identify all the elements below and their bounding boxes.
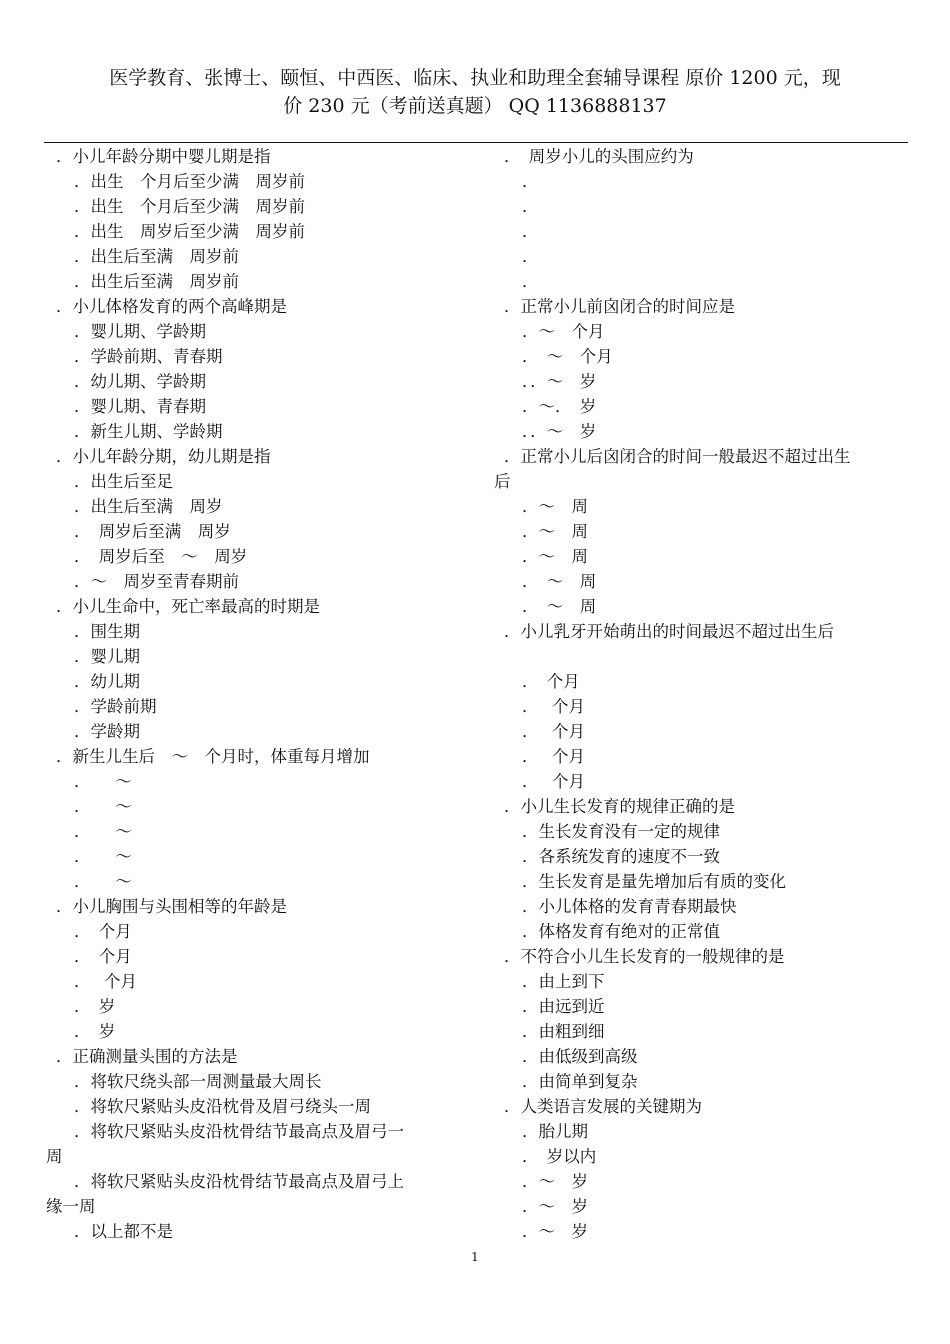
answer-option: ．学龄前期、青春期	[74, 347, 223, 366]
question-stem: ．人类语言发展的关键期为	[504, 1097, 702, 1116]
answer-option: ．	[522, 222, 539, 241]
answer-option: ．～ 个月	[522, 322, 605, 341]
left-column	[46, 144, 466, 1244]
answer-option: ．～ 岁	[522, 1172, 588, 1191]
header-divider	[44, 142, 908, 143]
answer-option: ． 个月	[522, 722, 585, 741]
document-header	[40, 64, 910, 120]
answer-option: ．学龄前期	[74, 697, 157, 716]
answer-option: ．～． 岁	[522, 397, 597, 416]
answer-option: ．	[522, 247, 539, 266]
answer-option: ． ～ 周	[522, 572, 597, 591]
answer-option: ．	[522, 197, 539, 216]
question-stem: ．小儿体格发育的两个高峰期是	[56, 297, 287, 316]
answer-option: ．～ 周岁至青春期前	[74, 572, 239, 591]
question-stem: ． 周岁小儿的头围应约为	[504, 147, 694, 166]
answer-option: ．学龄期	[74, 722, 140, 741]
answer-option: ． 个月	[74, 972, 137, 991]
answer-option: ．婴儿期	[74, 647, 140, 666]
answer-option: ．出生后至满 周岁前	[74, 272, 239, 291]
answer-option: ．将软尺紧贴头皮沿枕骨结节最高点及眉弓一	[74, 1122, 404, 1141]
answer-option: ． 岁	[74, 1022, 116, 1041]
question-stem: ．新生儿生后 ～ 个月时，体重每月增加	[56, 747, 370, 766]
answer-option: ．	[522, 272, 539, 291]
answer-option: ． 个月	[522, 747, 585, 766]
answer-option: ．将软尺紧贴头皮沿枕骨结节最高点及眉弓上	[74, 1172, 404, 1191]
answer-option: ． ～	[74, 797, 132, 816]
answer-option: ． 岁以内	[522, 1147, 597, 1166]
answer-option: ．婴儿期、青春期	[74, 397, 206, 416]
answer-option: ． 个月	[522, 772, 585, 791]
answer-option: ．各系统发育的速度不一致	[522, 847, 720, 866]
answer-option: ．由上到下	[522, 972, 605, 991]
question-stem: ．正常小儿前囟闭合的时间应是	[504, 297, 735, 316]
question-stem: ．正常小儿后囟闭合的时间一般最迟不超过出生	[504, 447, 851, 466]
page-number: 1	[471, 1250, 479, 1264]
answer-option: ． ～	[74, 872, 132, 891]
answer-option: ．由低级到高级	[522, 1047, 638, 1066]
answer-option: ． ～	[74, 822, 132, 841]
answer-option: ．由粗到细	[522, 1022, 605, 1041]
answer-option: ．婴儿期、学龄期	[74, 322, 206, 341]
answer-option: ． 个月	[74, 947, 132, 966]
question-stem: ．小儿年龄分期，幼儿期是指	[56, 447, 271, 466]
question-stem: ．小儿年龄分期中婴儿期是指	[56, 147, 271, 166]
answer-option: ． 个月	[74, 922, 132, 941]
question-stem: ．小儿乳牙开始萌出的时间最迟不超过出生后	[504, 622, 834, 641]
answer-option: ．胎儿期	[522, 1122, 588, 1141]
answer-option: ． ～ 周	[522, 597, 597, 616]
answer-option: ．出生后至满 周岁前	[74, 247, 239, 266]
text-continuation: 缘一周	[46, 1197, 96, 1216]
answer-option: ． ～	[74, 847, 132, 866]
answer-option: ． 个月	[522, 672, 580, 691]
answer-option: ．出生 周岁后至少满 周岁前	[74, 222, 305, 241]
right-column	[494, 144, 914, 1244]
answer-option: ．～ 岁	[522, 1222, 588, 1241]
question-stem: ．小儿生长发育的规律正确的是	[504, 797, 735, 816]
answer-option: ． ～ 个月	[522, 347, 613, 366]
answer-option: ． 周岁后至 ～ 周岁	[74, 547, 248, 566]
answer-option: ．生长发育没有一定的规律	[522, 822, 720, 841]
answer-option: ．	[522, 172, 539, 191]
answer-option: ．围生期	[74, 622, 140, 641]
answer-option: ．～ 周	[522, 547, 588, 566]
answer-option: ．．～ 岁	[522, 372, 597, 391]
answer-option: ． 个月	[522, 697, 585, 716]
text-continuation: 后	[494, 472, 511, 491]
question-stem: ．小儿生命中，死亡率最高的时期是	[56, 597, 320, 616]
answer-option: ．体格发育有绝对的正常值	[522, 922, 720, 941]
answer-option: ．．～ 岁	[522, 422, 597, 441]
text-continuation: 周	[46, 1147, 63, 1166]
answer-option: ．出生 个月后至少满 周岁前	[74, 172, 305, 191]
answer-option: ．幼儿期	[74, 672, 140, 691]
answer-option: ．～ 岁	[522, 1197, 588, 1216]
answer-option: ．出生 个月后至少满 周岁前	[74, 197, 305, 216]
answer-option: ．～ 周	[522, 522, 588, 541]
answer-option: ．以上都不是	[74, 1222, 173, 1241]
answer-option: ．小儿体格的发育青春期最快	[522, 897, 737, 916]
answer-option: ．由远到近	[522, 997, 605, 1016]
answer-option: ．将软尺绕头部一周测量最大周长	[74, 1072, 322, 1091]
answer-option: ．由简单到复杂	[522, 1072, 638, 1091]
answer-option: ．新生儿期、学龄期	[74, 422, 223, 441]
question-stem: ．正确测量头围的方法是	[56, 1047, 238, 1066]
answer-option: ．出生后至足	[74, 472, 173, 491]
question-stem: ．小儿胸围与头围相等的年龄是	[56, 897, 287, 916]
answer-option: ． 岁	[74, 997, 116, 1016]
answer-option: ．出生后至满 周岁	[74, 497, 223, 516]
answer-option: ． 周岁后至满 周岁	[74, 522, 231, 541]
answer-option: ．～ 周	[522, 497, 588, 516]
header-line-2: 价 230 元（考前送真题） QQ 1136888137	[283, 95, 667, 117]
answer-option: ． ～	[74, 772, 132, 791]
question-stem: ．不符合小儿生长发育的一般规律的是	[504, 947, 785, 966]
answer-option: ．将软尺紧贴头皮沿枕骨及眉弓绕头一周	[74, 1097, 371, 1116]
answer-option: ．幼儿期、学龄期	[74, 372, 206, 391]
header-line-1: 医学教育、张博士、颐恒、中西医、临床、执业和助理全套辅导课程 原价 1200 元，现	[109, 67, 841, 89]
answer-option: ．生长发育是量先增加后有质的变化	[522, 872, 786, 891]
text-continuation	[494, 644, 914, 669]
